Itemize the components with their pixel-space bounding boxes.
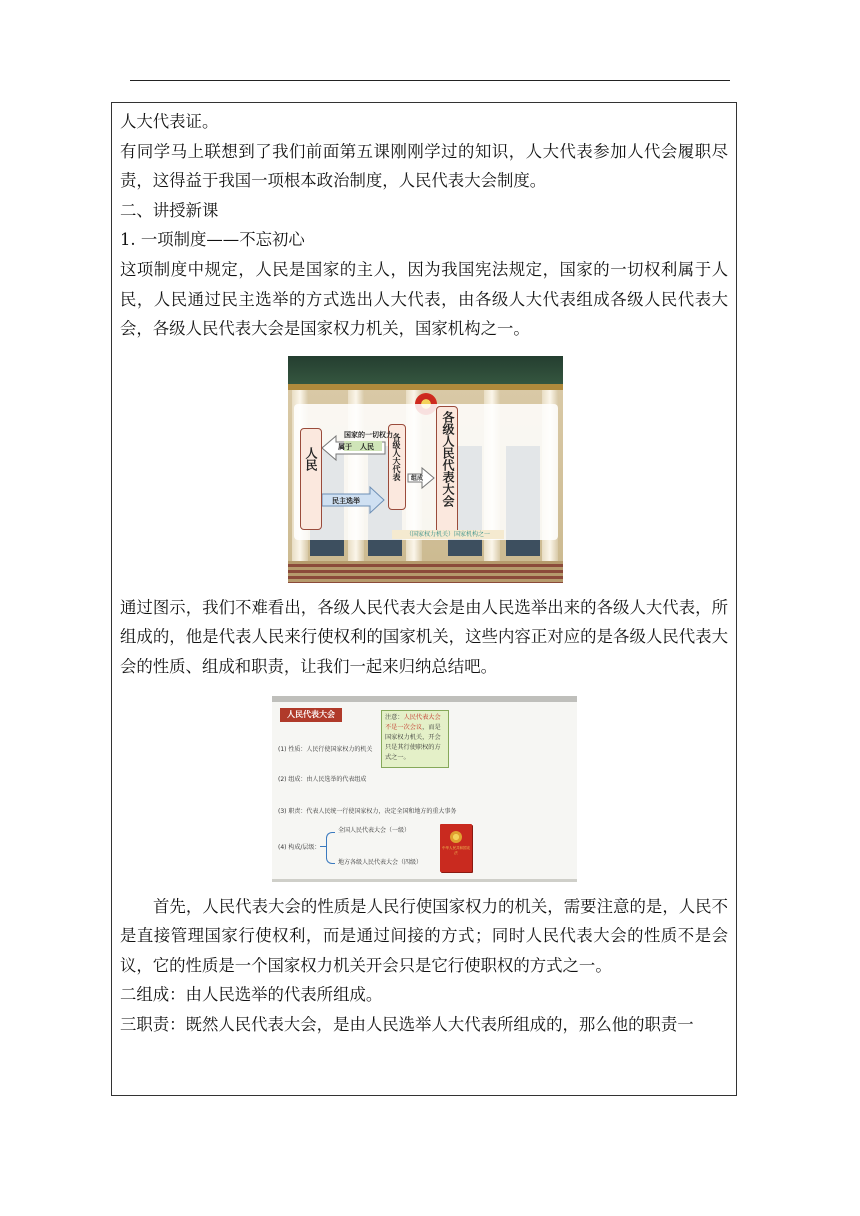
people-box xyxy=(300,428,322,530)
composition-row: (2) 组成：由人民选举的代表组成 xyxy=(278,775,367,783)
level-local: 地方各级人民代表大会（四级） xyxy=(338,858,423,866)
paragraph: 三职责：既然人民代表大会，是由人民选举人大代表所组成的，那么他的职责一 xyxy=(120,1014,694,1034)
note-highlight: 人民代表大会不是一次会议 xyxy=(385,713,441,731)
brace xyxy=(326,832,335,864)
people-label: 人民 xyxy=(304,446,318,471)
congress-summary-slide xyxy=(272,696,577,882)
lesson-table-cell xyxy=(111,102,737,1096)
note-prefix: 注意： xyxy=(385,713,404,721)
book-emblem-icon xyxy=(450,831,462,843)
slide-top-bar xyxy=(272,696,577,702)
subsection-heading: 1. 一项制度——不忘初心 xyxy=(120,230,305,250)
paragraph: 通过图示，我们不难看出，各级人民代表大会是由人民选举出来的各级人大代表，所组成的，他是代表人民来行使权利的国家机关，这些内容正对应的是各级人民代表大会的性质、组成和职责，让我们一起来归纳总结吧。 xyxy=(120,597,728,676)
congress-system-diagram xyxy=(288,356,563,583)
paragraph: 人大代表证。 xyxy=(120,112,219,131)
election-label: 民主选举 xyxy=(332,495,360,505)
deputies-label: 各级人大代表 xyxy=(392,432,402,481)
slide-bottom-bar xyxy=(272,879,577,882)
belongs-label: 属于 xyxy=(338,441,352,451)
organ-note: （国家权力机关）国家机构之一 xyxy=(392,530,504,539)
level-national: 全国人民代表大会（一级） xyxy=(338,826,411,834)
diagram-arrows xyxy=(288,356,563,583)
lesson-content xyxy=(120,107,728,1040)
people-small-label: 人民 xyxy=(360,441,374,451)
congress-box xyxy=(436,406,458,536)
paragraph: 这项制度中规定，人民是国家的主人，因为我国宪法规定，国家的一切权利属于人民，人民通过民主选举的方式选出人大代表，由各级人大代表组成各级人民代表大会，各级人民代表大会是国家权力机关，国家机构之一。 xyxy=(120,259,728,339)
congress-label: 各级人民代表大会 xyxy=(441,410,455,507)
header-rule xyxy=(130,80,730,81)
section-heading: 二、讲授新课 xyxy=(120,200,219,220)
levels-row: (4) 构成/层级： xyxy=(278,843,321,851)
duties-row: (3) 职责：代表人民统一行使国家权力，决定全国和地方的重大事务 xyxy=(278,807,457,815)
book-title: 中华人民共和国宪法 xyxy=(442,845,470,855)
note-rest: ，而是国家权力机关，开会只是其行使职权的方式之一。 xyxy=(385,723,441,761)
paragraph: 二组成：由人民选举的代表所组成。 xyxy=(120,985,383,1005)
slide-title: 人民代表大会 xyxy=(280,708,342,722)
paragraph: 首先，人民代表大会的性质是人民行使国家权力的机关，需要注意的是，人民不是直接管理国家行使权利，而是通过间接的方式；同时人民代表大会的性质不是会议，它的性质是一个国家权力机关开会只是它行使职权的方式之一。 xyxy=(120,896,728,975)
compose-label: 组成 xyxy=(411,474,424,482)
attention-note xyxy=(381,710,449,768)
paragraph: 有同学马上联想到了我们前面第五课刚刚学过的知识，人大代表参加人代会履职尽责，这得益于我国一项根本政治制度，人民代表大会制度。 xyxy=(120,141,728,191)
power-label: 国家的一切权力 xyxy=(344,429,393,439)
constitution-book-icon xyxy=(440,824,472,872)
nature-row: (1) 性质：人民行使国家权力的机关 xyxy=(278,745,373,753)
